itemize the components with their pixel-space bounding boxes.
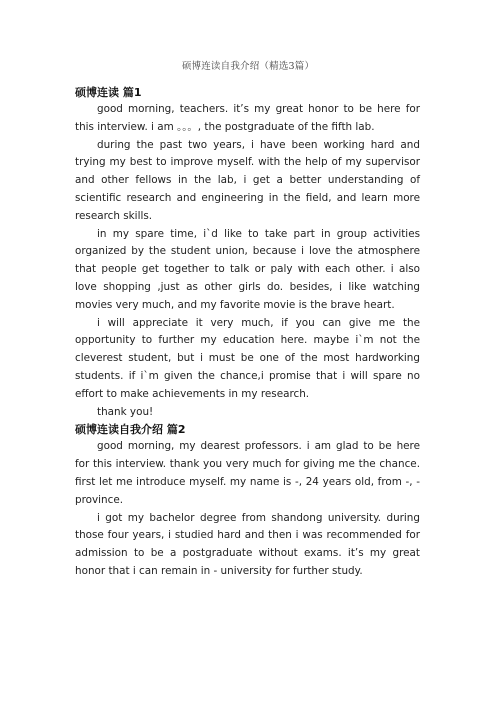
paragraph: i will appreciate it very much, if you can give me the opportunity to further my education here. maybe i`m not the cleverest student, but i must be one of the most hardworking students. if i`m given the chance,i promise that i will spare no effort to make achievements in my research. xyxy=(75,316,420,400)
page-title: 硕博连读自我介绍（精选3篇） xyxy=(181,61,315,72)
paragraph: during the past two years, i have been working hard and trying my best to improve myself. with the help of my supervisor and other fellows in the lab, i get a better understanding of scientific research and engineering in the field, and learn more research skills. xyxy=(75,138,420,222)
section-heading: 硕博连读自我介绍 篇2 xyxy=(75,423,186,437)
document-body xyxy=(75,84,420,581)
section-heading: 硕博连读 篇1 xyxy=(75,86,142,99)
section-1 xyxy=(75,84,420,421)
paragraph: thank you! xyxy=(97,405,154,418)
paragraph: i got my bachelor degree from shandong university. during those four years, i studied hard and then i was recommended for admission to be a postgraduate without exams. it’s my great honor that i can remain in - university for further study. xyxy=(75,511,420,577)
paragraph: good morning, my dearest professors. i am glad to be here for this interview. thank you very much for giving me the chance. first let me introduce myself. my name is -, 24 years old, from -, -province. xyxy=(75,440,420,506)
paragraph: in my spare time, i`d like to take part in group activities organized by the student union, because i love the atmosphere that people get together to talk or paly with each other. i also love shopping ,just as other girls do. besides, i like watching movies very much, and my favorite movie is the brave heart. xyxy=(75,227,420,311)
paragraph: good morning, teachers. it’s my great honor to be here for this interview. i am 。。。, the postgraduate of the fifth lab. xyxy=(75,103,420,133)
section-2 xyxy=(75,421,420,580)
